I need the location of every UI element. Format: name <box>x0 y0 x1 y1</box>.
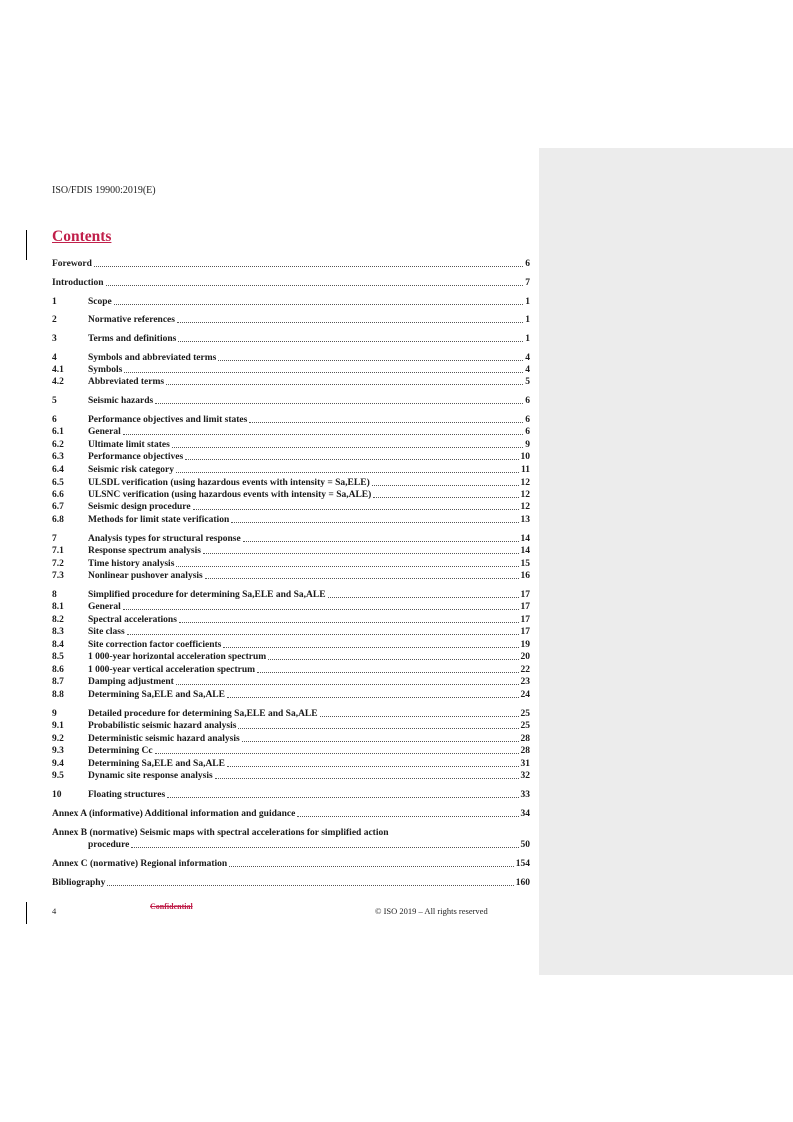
toc-entry-title: 1 000-year vertical acceleration spectrum <box>88 665 256 675</box>
toc-entry-title: Detailed procedure for determining Sa,ELE and Sa,ALE <box>88 709 318 719</box>
toc-leader-dots <box>243 541 519 542</box>
toc-entry-page: 34 <box>520 809 530 819</box>
toc-entry-title: Deterministic seismic hazard analysis <box>88 734 240 744</box>
toc-entry-page: 1 <box>525 334 530 344</box>
toc-entry-page: 4 <box>525 365 530 375</box>
toc-entry[interactable] <box>52 296 530 308</box>
toc-leader-dots <box>179 622 519 623</box>
toc-entry[interactable] <box>52 464 530 476</box>
toc-entry[interactable] <box>52 352 530 364</box>
change-bar-top <box>26 230 27 260</box>
footer-copyright: © ISO 2019 – All rights reserved <box>375 906 488 916</box>
toc-entry-page: 17 <box>520 602 530 612</box>
toc-leader-dots <box>249 422 523 423</box>
toc-entry[interactable] <box>52 639 530 651</box>
toc-entry-title: Scope <box>88 297 112 307</box>
toc-entry-number: 8.5 <box>52 652 64 662</box>
toc-entry-title: Probabilistic seismic hazard analysis <box>88 721 237 731</box>
toc-leader-dots <box>268 659 518 660</box>
toc-entry-number: 4.1 <box>52 365 64 375</box>
toc-entry-page: 160 <box>515 878 530 888</box>
toc-leader-dots <box>176 684 519 685</box>
toc-entry-number: 9.2 <box>52 734 64 744</box>
toc-entry[interactable] <box>52 514 530 526</box>
toc-entry-title: Seismic design procedure <box>88 502 191 512</box>
toc-entry[interactable] <box>52 877 530 889</box>
toc-entry-page: 1 <box>525 315 530 325</box>
toc-entry-page: 20 <box>520 652 530 662</box>
toc-entry[interactable] <box>52 501 530 513</box>
toc-entry-page: 23 <box>520 677 530 687</box>
toc-entry-number: 4.2 <box>52 377 64 387</box>
toc-leader-dots <box>123 434 524 435</box>
change-bar-bottom <box>26 902 27 924</box>
toc-entry[interactable] <box>52 651 530 663</box>
toc-entry[interactable] <box>52 277 530 289</box>
toc-entry-annex-b[interactable] <box>52 827 530 851</box>
toc-entry-title: General <box>88 427 121 437</box>
toc-entry-page: 14 <box>520 534 530 544</box>
toc-entry-title: Methods for limit state verification <box>88 515 230 525</box>
toc-leader-dots <box>176 566 518 567</box>
toc-leader-dots <box>203 553 519 554</box>
toc-leader-dots <box>257 672 518 673</box>
toc-entry-title: Determining Sa,ELE and Sa,ALE <box>88 759 225 769</box>
toc-entry[interactable] <box>52 689 530 701</box>
toc-leader-dots <box>94 266 523 267</box>
toc-entry-title: General <box>88 602 121 612</box>
toc-leader-dots <box>178 341 523 342</box>
toc-leader-dots <box>242 741 519 742</box>
toc-entry-number: 6.1 <box>52 427 64 437</box>
toc-entry-title: Site class <box>88 627 125 637</box>
toc-entry-page: 17 <box>520 590 530 600</box>
toc-entry-title: Abbreviated terms <box>88 377 165 387</box>
toc-leader-dots <box>155 403 523 404</box>
toc-leader-dots <box>177 322 523 323</box>
toc-entry-page: 19 <box>520 640 530 650</box>
toc-entry-number: 6.2 <box>52 440 64 450</box>
toc-leader-dots <box>155 753 519 754</box>
toc-leader-dots <box>223 647 518 648</box>
toc-entry-page: 6 <box>525 427 530 437</box>
toc-entry-page: 12 <box>520 502 530 512</box>
toc-entry-number: 8.1 <box>52 602 64 612</box>
toc-entry[interactable] <box>52 570 530 582</box>
toc-leader-dots <box>215 778 519 779</box>
toc-entry-title: Seismic risk category <box>88 465 175 475</box>
toc-entry-title-continued: procedure <box>88 840 130 850</box>
toc-entry-title: Terms and definitions <box>88 334 177 344</box>
toc-entry[interactable] <box>52 808 530 820</box>
toc-entry[interactable] <box>52 314 530 326</box>
toc-entry[interactable] <box>52 745 530 757</box>
toc-leader-dots <box>176 472 519 473</box>
toc-entry[interactable] <box>52 664 530 676</box>
toc-entry-page: 12 <box>520 478 530 488</box>
toc-entry-page: 9 <box>525 440 530 450</box>
toc-leader-dots <box>107 885 513 886</box>
toc-entry-number: 3 <box>52 334 57 344</box>
toc-entry[interactable] <box>52 533 530 545</box>
toc-entry-number: 5 <box>52 396 57 406</box>
toc-entry[interactable] <box>52 626 530 638</box>
toc-entry[interactable] <box>52 545 530 557</box>
toc-entry-page: 16 <box>520 571 530 581</box>
toc-entry[interactable] <box>52 733 530 745</box>
toc-entry[interactable] <box>52 489 530 501</box>
toc-entry[interactable] <box>52 439 530 451</box>
toc-entry-title: Symbols and abbreviated terms <box>88 353 217 363</box>
toc-entry[interactable] <box>52 614 530 626</box>
toc-entry[interactable] <box>52 451 530 463</box>
toc-entry-number: 9.3 <box>52 746 64 756</box>
toc-entry-number: 10 <box>52 790 62 800</box>
toc-entry-page: 12 <box>520 490 530 500</box>
toc-leader-dots <box>124 372 523 373</box>
toc-entry-page: 50 <box>520 840 530 850</box>
toc-entry[interactable] <box>52 601 530 613</box>
toc-entry-page: 22 <box>520 665 530 675</box>
toc-entry-title: Time history analysis <box>88 559 175 569</box>
toc-entry-number: 9.4 <box>52 759 64 769</box>
toc-entry-page: 25 <box>520 721 530 731</box>
toc-entry-page: 154 <box>515 859 530 869</box>
toc-entry-number: 2 <box>52 315 57 325</box>
toc-entry-title: Response spectrum analysis <box>88 546 201 556</box>
toc-entry[interactable] <box>52 426 530 438</box>
toc-entry-title: ULSDL verification (using hazardous events with intensity = Sa,ELE) <box>88 478 370 488</box>
toc-entry[interactable] <box>52 364 530 376</box>
toc-entry-title: Ultimate limit states <box>88 440 170 450</box>
toc-entry-page: 24 <box>520 690 530 700</box>
page-title: Contents <box>52 228 112 245</box>
toc-entry[interactable] <box>52 720 530 732</box>
toc-leader-dots <box>106 285 524 286</box>
toc-entry[interactable] <box>52 589 530 601</box>
toc-entry-page: 17 <box>520 615 530 625</box>
toc-leader-dots <box>123 609 519 610</box>
toc-entry-number: 6.3 <box>52 452 64 462</box>
toc-entry-title: Symbols <box>88 365 123 375</box>
confidential-mark: Confidential <box>150 902 193 911</box>
toc-entry-number: 7.3 <box>52 571 64 581</box>
toc-entry-title: Site correction factor coefficients <box>88 640 222 650</box>
toc-leader-dots <box>231 522 518 523</box>
toc-entry-title: Foreword <box>52 259 92 269</box>
toc-entry-page: 32 <box>520 771 530 781</box>
toc-entry-page: 6 <box>525 396 530 406</box>
toc-entry[interactable] <box>52 258 530 270</box>
toc-entry-title: ULSNC verification (using hazardous events with intensity = Sa,ALE) <box>88 490 372 500</box>
toc-entry[interactable] <box>52 395 530 407</box>
toc-leader-dots <box>185 459 518 460</box>
toc-entry-number: 8.7 <box>52 677 64 687</box>
toc-entry-page: 14 <box>520 546 530 556</box>
toc-entry[interactable] <box>52 558 530 570</box>
toc-entry-title: Damping adjustment <box>88 677 174 687</box>
toc-entry-number: 6 <box>52 415 57 425</box>
toc-entry[interactable] <box>52 789 530 801</box>
toc-entry-page: 33 <box>520 790 530 800</box>
toc-entry[interactable] <box>52 708 530 720</box>
toc-leader-dots <box>166 384 523 385</box>
toc-entry-page: 28 <box>520 746 530 756</box>
toc-entry-title: Performance objectives <box>88 452 184 462</box>
toc-leader-dots <box>193 509 519 510</box>
toc-entry-page: 17 <box>520 627 530 637</box>
toc-entry-number: 9 <box>52 709 57 719</box>
toc-entry[interactable] <box>52 376 530 388</box>
toc-entry-number: 6.4 <box>52 465 64 475</box>
toc-leader-dots <box>372 485 519 486</box>
toc-entry-title: Analysis types for structural response <box>88 534 241 544</box>
toc-entry-title: Determining Cc <box>88 746 153 756</box>
toc-entry-page: 1 <box>525 297 530 307</box>
toc-entry-title: Floating structures <box>88 790 166 800</box>
toc-entry-number: 6.7 <box>52 502 64 512</box>
toc-entry[interactable] <box>52 758 530 770</box>
toc-entry-number: 8.4 <box>52 640 64 650</box>
toc-entry-title: Performance objectives and limit states <box>88 415 248 425</box>
toc-entry-page: 25 <box>520 709 530 719</box>
toc-entry-page: 11 <box>521 465 530 475</box>
toc-entry-title: Spectral accelerations <box>88 615 177 625</box>
toc-entry-number: 4 <box>52 353 57 363</box>
toc-entry-title: Annex C (normative) Regional information <box>52 859 228 869</box>
toc-entry-number: 7.2 <box>52 559 64 569</box>
toc-leader-dots <box>328 597 519 598</box>
toc-entry-number: 7.1 <box>52 546 64 556</box>
toc-entry-title: Nonlinear pushover analysis <box>88 571 203 581</box>
toc-entry-page: 31 <box>520 759 530 769</box>
toc-entry-title: Annex A (informative) Additional information and guidance <box>52 809 296 819</box>
toc-leader-dots <box>227 766 519 767</box>
footer-page-number: 4 <box>52 906 57 916</box>
toc-entry-title: Seismic hazards <box>88 396 154 406</box>
toc-entry-title: Introduction <box>52 278 104 288</box>
toc-entry-page: 5 <box>525 377 530 387</box>
toc-entry-number: 8 <box>52 590 57 600</box>
toc-leader-dots <box>114 304 524 305</box>
toc-entry-title: Annex B (normative) Seismic maps with spectral accelerations for simplified action <box>52 828 389 838</box>
toc-entry-title: Normative references <box>88 315 175 325</box>
toc-entry-page: 13 <box>520 515 530 525</box>
toc-entry[interactable] <box>52 477 530 489</box>
toc-entry[interactable] <box>52 676 530 688</box>
toc-leader-dots <box>167 797 518 798</box>
toc-entry-title: Bibliography <box>52 878 106 888</box>
toc-entry-number: 8.6 <box>52 665 64 675</box>
toc-entry-title: Determining Sa,ELE and Sa,ALE <box>88 690 225 700</box>
toc-entry-number: 8.2 <box>52 615 64 625</box>
toc-leader-dots <box>227 697 519 698</box>
toc-entry-number: 6.6 <box>52 490 64 500</box>
toc-entry[interactable] <box>52 414 530 426</box>
document-id: ISO/FDIS 19900:2019(E) <box>52 185 156 196</box>
toc-entry[interactable] <box>52 858 530 870</box>
toc-leader-dots <box>218 360 523 361</box>
toc-entry-number: 1 <box>52 297 57 307</box>
comment-pane <box>539 148 793 975</box>
toc-entry-page: 4 <box>525 353 530 363</box>
toc-entry-page: 6 <box>525 259 530 269</box>
toc-entry-number: 6.5 <box>52 478 64 488</box>
toc-entry-page: 6 <box>525 415 530 425</box>
toc-leader-dots <box>131 847 518 848</box>
toc-entry[interactable] <box>52 333 530 345</box>
toc-entry-page: 15 <box>520 559 530 569</box>
toc-leader-dots <box>373 497 518 498</box>
toc-leader-dots <box>172 447 523 448</box>
toc-entry-title: Simplified procedure for determining Sa,ELE and Sa,ALE <box>88 590 326 600</box>
toc-entry-page: 10 <box>520 452 530 462</box>
toc-leader-dots <box>238 728 518 729</box>
toc-entry[interactable] <box>52 770 530 782</box>
toc-entry-page: 7 <box>525 278 530 288</box>
toc-entry-number: 8.8 <box>52 690 64 700</box>
toc-entry-number: 9.1 <box>52 721 64 731</box>
toc-entry-number: 8.3 <box>52 627 64 637</box>
toc-entry-title: Dynamic site response analysis <box>88 771 213 781</box>
toc-entry-number: 6.8 <box>52 515 64 525</box>
toc-leader-dots <box>127 634 519 635</box>
toc-entry-page: 28 <box>520 734 530 744</box>
toc-leader-dots <box>297 816 518 817</box>
toc-entry-number: 7 <box>52 534 57 544</box>
toc-entry-number: 9.5 <box>52 771 64 781</box>
toc-leader-dots <box>229 866 514 867</box>
toc-entry-title: 1 000-year horizontal acceleration spectrum <box>88 652 267 662</box>
toc-leader-dots <box>320 716 519 717</box>
toc-leader-dots <box>205 578 519 579</box>
